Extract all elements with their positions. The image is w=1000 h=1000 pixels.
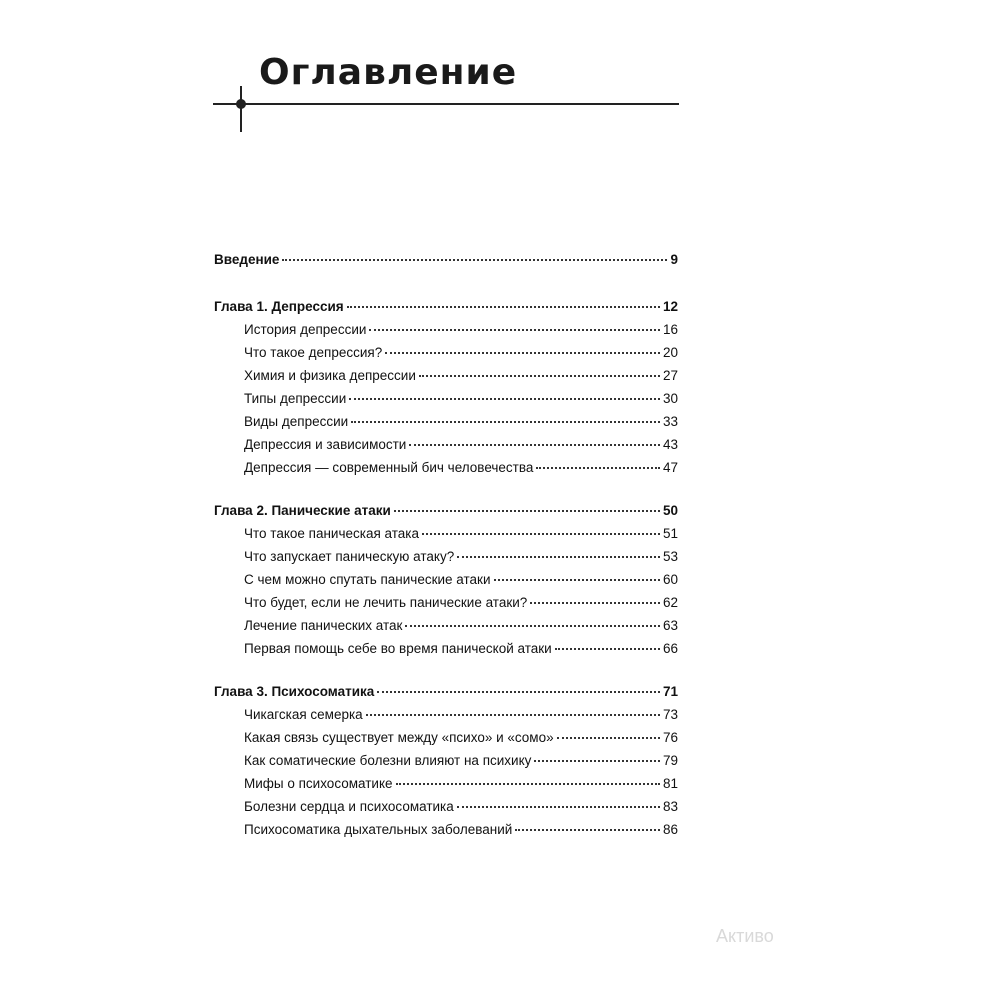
dot-leader	[494, 579, 660, 581]
chapter-block	[214, 680, 678, 841]
dot-leader	[536, 467, 660, 469]
toc-entry-title: Чикагская семерка	[244, 707, 363, 722]
toc-entry-title: Что такое депрессия?	[244, 345, 383, 360]
toc-entry-section[interactable]	[214, 522, 678, 545]
toc-entry-title: Глава 2. Панические атаки	[214, 503, 391, 518]
toc-page-number: 62	[662, 595, 678, 610]
toc-page-number: 16	[662, 322, 678, 337]
dot-leader	[282, 259, 667, 261]
dot-leader	[385, 352, 660, 354]
toc-entry-section[interactable]	[214, 591, 678, 614]
toc-page-number: 12	[662, 299, 678, 314]
dot-leader	[457, 806, 660, 808]
toc-entry-title: Депрессия и зависимости	[244, 437, 407, 452]
toc-entry-chapter[interactable]	[214, 499, 678, 522]
toc-entry-section[interactable]	[214, 795, 678, 818]
toc-page-number: 47	[662, 460, 678, 475]
toc-entry-title: Психосоматика дыхательных заболеваний	[244, 822, 513, 837]
toc-entry-title: Какая связь существует между «психо» и «сомо»	[244, 730, 554, 745]
dot-leader	[555, 648, 660, 650]
toc-page-number: 60	[662, 572, 678, 587]
toc-page-number: 63	[662, 618, 678, 633]
toc-entry-section[interactable]	[214, 387, 678, 410]
toc-entry-section[interactable]	[214, 341, 678, 364]
toc-entry-section[interactable]	[214, 568, 678, 591]
toc-entry-section[interactable]	[214, 726, 678, 749]
dot-leader	[515, 829, 660, 831]
spacer	[214, 271, 678, 295]
dot-leader	[396, 783, 660, 785]
toc-entry-title: Введение	[214, 252, 280, 267]
toc-entry-section[interactable]	[214, 456, 678, 479]
dot-leader	[349, 398, 660, 400]
toc-entry-intro[interactable]	[214, 248, 678, 271]
dot-leader	[409, 444, 660, 446]
dot-leader	[557, 737, 660, 739]
toc-entry-section[interactable]	[214, 637, 678, 660]
dot-leader	[419, 375, 660, 377]
toc-page-number: 33	[662, 414, 678, 429]
dot-leader	[394, 510, 660, 512]
toc-entry-section[interactable]	[214, 364, 678, 387]
dot-leader	[369, 329, 660, 331]
title-rule	[213, 103, 679, 105]
chapter-block	[214, 295, 678, 479]
toc-entry-title: Глава 3. Психосоматика	[214, 684, 375, 699]
dot-leader	[530, 602, 660, 604]
toc-entry-title: Что будет, если не лечить панические атаки?	[244, 595, 528, 610]
toc-entry-chapter[interactable]	[214, 680, 678, 703]
toc-page-number: 30	[662, 391, 678, 406]
toc-entry-title: Что запускает паническую атаку?	[244, 549, 455, 564]
dot-leader	[534, 760, 660, 762]
chapter-block	[214, 499, 678, 660]
crosshair-mark-vertical	[240, 86, 242, 132]
toc-page-number: 9	[670, 252, 678, 267]
toc-entry-title: Типы депрессии	[244, 391, 347, 406]
toc-page-number: 43	[662, 437, 678, 452]
toc-entry-title: С чем можно спутать панические атаки	[244, 572, 491, 587]
toc-page-number: 53	[662, 549, 678, 564]
toc-entry-title: Химия и физика депрессии	[244, 368, 416, 383]
toc-page-number: 66	[662, 641, 678, 656]
dot-leader	[377, 691, 660, 693]
dot-leader	[422, 533, 660, 535]
dot-leader	[405, 625, 660, 627]
toc-entry-title: Мифы о психосоматике	[244, 776, 393, 791]
dot-leader	[366, 714, 660, 716]
dot-leader	[347, 306, 660, 308]
toc-page-number: 83	[662, 799, 678, 814]
toc-entry-section[interactable]	[214, 410, 678, 433]
toc-page-number: 71	[662, 684, 678, 699]
toc-entry-title: Что такое паническая атака	[244, 526, 419, 541]
page-title: Оглавление	[259, 52, 518, 93]
toc-entry-section[interactable]	[214, 818, 678, 841]
toc-entry-title: Виды депрессии	[244, 414, 349, 429]
toc-page-number: 76	[662, 730, 678, 745]
toc-entry-section[interactable]	[214, 772, 678, 795]
toc-entry-section[interactable]	[214, 749, 678, 772]
toc-page-number: 73	[662, 707, 678, 722]
toc-entry-section[interactable]	[214, 545, 678, 568]
toc-page-number: 51	[662, 526, 678, 541]
toc-entry-chapter[interactable]	[214, 295, 678, 318]
toc-entry-section[interactable]	[214, 318, 678, 341]
toc-entry-title: История депрессии	[244, 322, 367, 337]
crosshair-mark-center	[236, 99, 246, 109]
toc-page-number: 79	[662, 753, 678, 768]
dot-leader	[457, 556, 660, 558]
toc-page-number: 50	[662, 503, 678, 518]
toc-entry-title: Лечение панических атак	[244, 618, 403, 633]
toc-entry-title: Как соматические болезни влияют на психику	[244, 753, 532, 768]
toc-entry-section[interactable]	[214, 703, 678, 726]
toc-page-number: 81	[662, 776, 678, 791]
toc-entry-title: Болезни сердца и психосоматика	[244, 799, 454, 814]
toc-page-number: 86	[662, 822, 678, 837]
watermark-text: Активо	[716, 926, 774, 946]
dot-leader	[351, 421, 660, 423]
toc-entry-title: Глава 1. Депрессия	[214, 299, 344, 314]
toc-page-number: 20	[662, 345, 678, 360]
toc-entry-title: Первая помощь себе во время панической атаки	[244, 641, 552, 656]
toc-entry-section[interactable]	[214, 614, 678, 637]
toc-entry-title: Депрессия — современный бич человечества	[244, 460, 534, 475]
toc-entry-section[interactable]	[214, 433, 678, 456]
toc-page-number: 27	[662, 368, 678, 383]
table-of-contents	[214, 248, 678, 861]
